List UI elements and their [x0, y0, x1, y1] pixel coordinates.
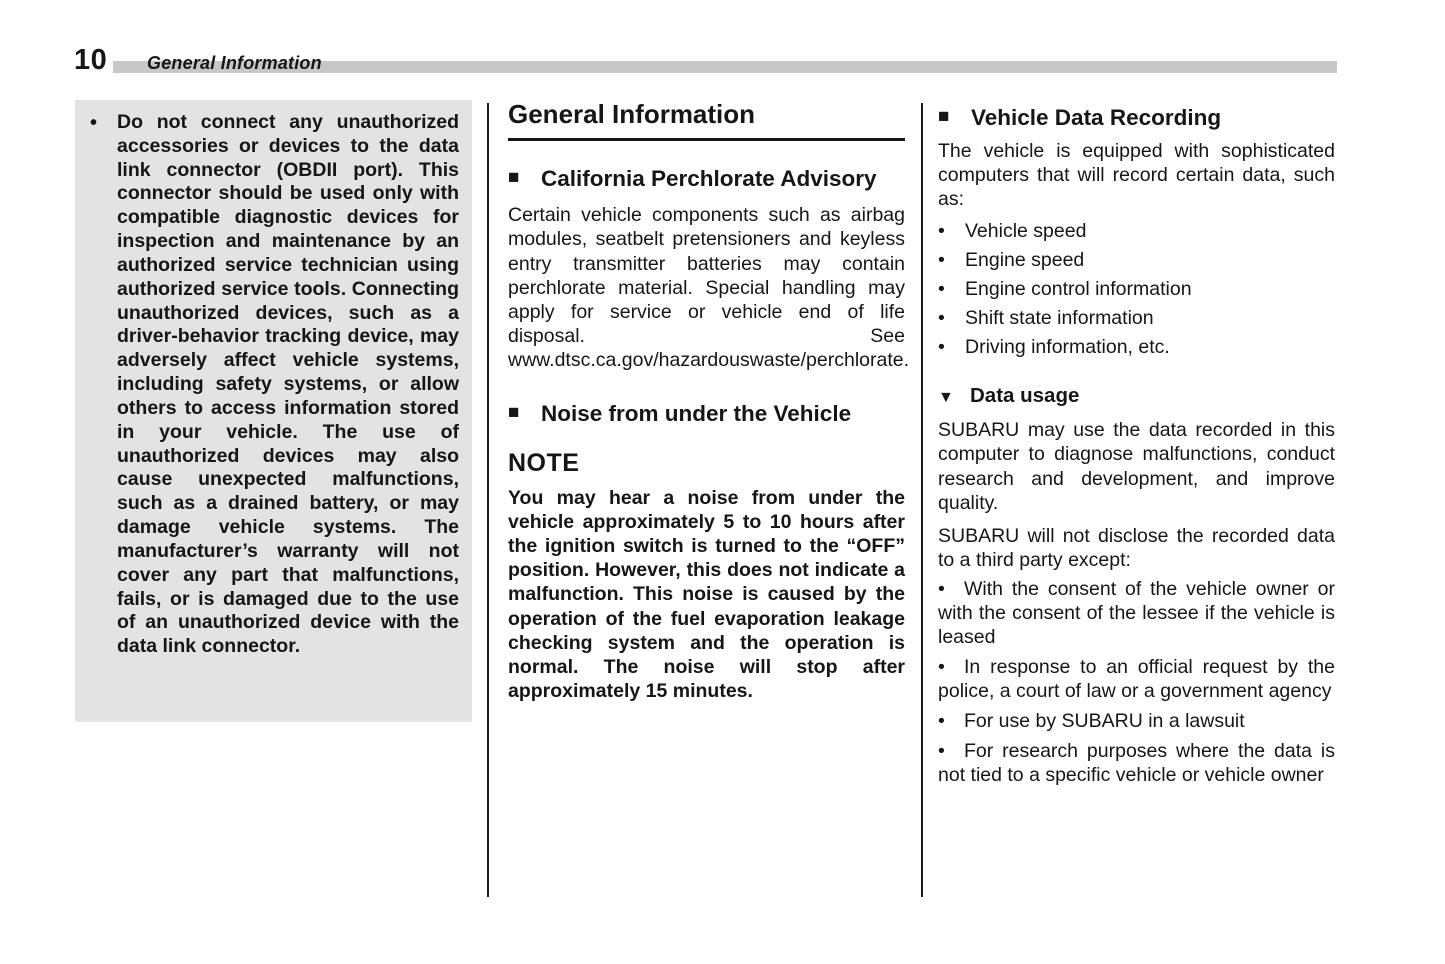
right-column: [938, 103, 1335, 788]
list-item: [938, 220, 1335, 244]
caution-text: Do not connect any unauthorized accessories or devices to the data link connector (OBDII port). This connector should be used only with compatible diagnostic devices for inspection and maintenance by an authorized service technician using authorized service tools. Connecting unauthorized devices, such as a driver-behavior tracking device, may adversely affect vehicle systems, including safety systems, or allow others to access information stored in your vehicle. The use of unauthorized devices may also cause unexpected malfunctions, such as a drained battery, or may damage vehicle systems. The manufacturer’s warranty will not cover any part that malfunctions, fails, or is damaged due to the use of an unauthorized device with the data link connector.: [117, 111, 459, 658]
exception-item-text: For use by SUBARU in a lawsuit: [964, 709, 1245, 732]
exception-item: [938, 578, 1335, 650]
recorded-data-list: [938, 220, 1335, 359]
bullet-icon: •: [938, 335, 945, 358]
exception-item-text: In response to an official request by the police, a court of law or a government agency: [938, 655, 1335, 702]
exception-item-text: With the consent of the vehicle owner or with the consent of the lessee if the vehicle is leased: [938, 577, 1335, 648]
list-item-text: Engine control information: [965, 278, 1192, 301]
data-usage-exceptions-list: [938, 578, 1335, 788]
bullet-icon: •: [938, 278, 945, 301]
caution-box: [75, 100, 472, 722]
section-heading-perchlorate: [508, 164, 905, 193]
square-marker-icon: ■: [508, 167, 520, 189]
note-body: You may hear a noise from under the vehicle approximately 5 to 10 hours after the ignition switch is turned to the “OFF” position. However, this does not indicate a malfunction. This noise is caused by the operation of the fuel evaporation leakage checking system and the operation is normal. The noise will stop after approximately 15 minutes.: [508, 487, 905, 702]
vehicle-data-intro: The vehicle is equipped with sophisticated computers that will record certain data, such as:: [938, 140, 1335, 211]
square-marker-icon: ■: [938, 106, 950, 127]
bullet-icon: •: [938, 306, 945, 329]
list-item: [938, 278, 1335, 302]
triangle-marker-icon: ▼: [938, 389, 954, 407]
section-heading-vehicle-data: [938, 103, 1335, 132]
exception-item: [938, 740, 1335, 788]
column-divider-right: [921, 103, 923, 897]
section-heading-text: Noise from under the Vehicle: [541, 400, 852, 426]
exception-item: [938, 656, 1335, 704]
bullet-icon: •: [938, 249, 945, 272]
bullet-icon: •: [938, 655, 945, 678]
list-item-text: Shift state information: [965, 306, 1154, 329]
section-heading-text: Vehicle Data Recording: [971, 105, 1222, 130]
list-item-text: Engine speed: [965, 249, 1085, 272]
exception-item-text: For research purposes where the data is not tied to a specific vehicle or vehicle owner: [938, 739, 1335, 786]
column-divider-left: [487, 103, 489, 897]
square-marker-icon: ■: [508, 401, 520, 423]
page-title: General Information: [508, 100, 905, 141]
bullet-icon: •: [938, 709, 945, 732]
section-heading-noise: [508, 399, 905, 428]
data-usage-para1: SUBARU may use the data recorded in this computer to diagnose malfunctions, conduct research and development, and improve quality.: [938, 419, 1335, 514]
sub-heading-data-usage: [938, 384, 1335, 408]
bullet-icon: •: [938, 220, 945, 243]
list-item: [938, 249, 1335, 273]
sub-heading-text: Data usage: [970, 384, 1080, 408]
section-heading-text: California Perchlorate Advisory: [541, 166, 877, 192]
caution-item: [90, 111, 459, 659]
note-label: NOTE: [508, 449, 580, 478]
bullet-icon: •: [938, 739, 945, 762]
list-item-text: Vehicle speed: [965, 220, 1087, 243]
bullet-icon: •: [90, 112, 98, 134]
exception-item: [938, 710, 1335, 734]
perchlorate-body: Certain vehicle components such as airbag modules, seatbelt pretensioners and keyless entry transmitter batteries may contain perchlorate material. Special handling may apply for service or vehicle end of life disposal. See www.dtsc.ca.gov/hazardouswaste/perchlorate.: [508, 204, 910, 371]
middle-column: [508, 99, 910, 703]
list-item: [938, 307, 1335, 331]
list-item: [938, 336, 1335, 360]
data-usage-para2: SUBARU will not disclose the recorded data to a third party except:: [938, 524, 1335, 571]
page-number: 10: [74, 44, 108, 76]
bullet-icon: •: [938, 577, 945, 600]
list-item-text: Driving information, etc.: [965, 335, 1170, 358]
chapter-title: General Information: [147, 53, 322, 73]
